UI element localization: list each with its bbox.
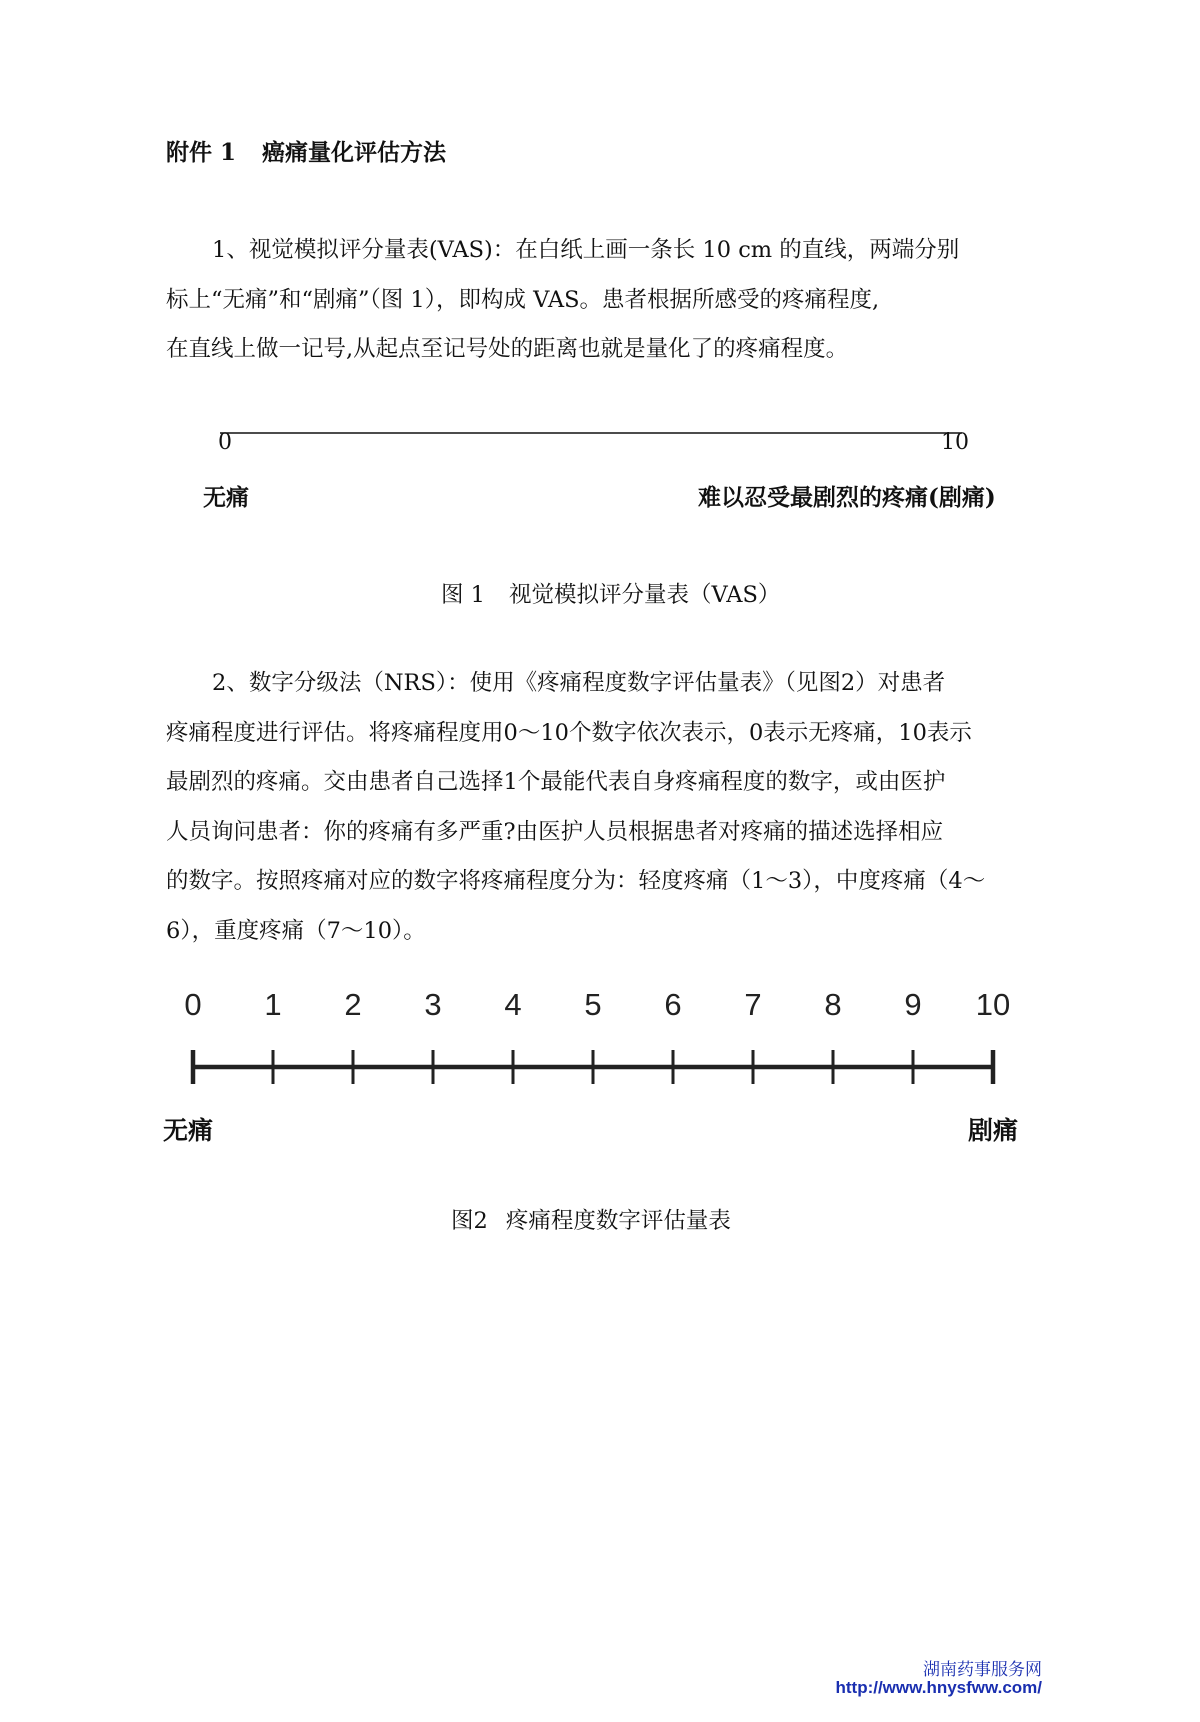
nrs-start-label: 无痛 <box>163 1116 214 1145</box>
nrs-tick-label-10: 10 <box>975 987 1011 1022</box>
heading-title: 癌痛量化评估方法 <box>262 139 447 166</box>
vas-start-label: 无痛 <box>203 484 249 511</box>
footer-url-link[interactable]: http://www.hnysfww.com/ <box>835 1678 1042 1697</box>
nrs-tick-label-3: 3 <box>424 987 442 1022</box>
section-nrs-paragraph <box>166 659 1036 956</box>
nrs-tick-label-8: 8 <box>824 987 842 1022</box>
nrs-tick-label-9: 9 <box>904 987 922 1022</box>
figure2-caption-title: 疼痛程度数字评估量表 <box>505 1208 731 1234</box>
footer-site-name: 湖南药事服务网 <box>923 1660 1042 1680</box>
figure1-caption-label: 图 1 <box>441 582 485 608</box>
paragraph-line: 标上“无痛”和“剧痛”（图 1），即构成 VAS。患者根据所感受的疼痛程度, <box>166 286 880 313</box>
paragraph-line: 人员询问患者：你的疼痛有多严重?由医护人员根据患者对疼痛的描述选择相应 <box>166 818 944 845</box>
nrs-tick-label-0: 0 <box>184 987 202 1022</box>
vas-scale-figure <box>0 0 1200 540</box>
vas-end-value: 10 <box>941 430 969 455</box>
figure1-caption-title: 视觉模拟评分量表（VAS） <box>508 582 781 608</box>
paragraph-line: 在直线上做一记号,从起点至记号处的距离也就是量化了的疼痛程度。 <box>166 336 849 362</box>
figure1-caption <box>441 577 780 609</box>
vas-start-value: 0 <box>218 430 232 455</box>
nrs-tick-label-1: 1 <box>264 987 282 1022</box>
paragraph-line: 的数字。按照疼痛对应的数字将疼痛程度分为：轻度疼痛（1～3），中度疼痛（4～ <box>166 868 986 894</box>
nrs-tick-label-6: 6 <box>664 987 682 1022</box>
nrs-tick-label-7: 7 <box>744 987 762 1022</box>
paragraph-line: 1、视觉模拟评分量表(VAS)：在白纸上画一条长 10 cm 的直线，两端分别 <box>212 237 960 263</box>
nrs-tick-label-5: 5 <box>584 987 602 1022</box>
paragraph-line: 疼痛程度进行评估。将疼痛程度用0～10个数字依次表示，0表示无疼痛，10表示 <box>166 719 972 746</box>
paragraph-line: 6），重度疼痛（7～10）。 <box>166 917 426 944</box>
paragraph-line: 最剧烈的疼痛。交由患者自己选择1个最能代表自身疼痛程度的数字，或由医护 <box>166 769 946 795</box>
figure2-caption-label: 图2 <box>451 1208 488 1234</box>
paragraph-line: 2、数字分级法（NRS）：使用《疼痛程度数字评估量表》（见图2）对患者 <box>212 670 946 696</box>
vas-end-label: 难以忍受最剧烈的疼痛(剧痛) <box>698 484 996 511</box>
nrs-end-label: 剧痛 <box>968 1116 1019 1145</box>
heading-label: 附件 1 <box>166 139 237 166</box>
figure2-caption <box>451 1203 731 1235</box>
nrs-tick-label-4: 4 <box>504 987 522 1022</box>
nrs-tick-label-2: 2 <box>344 987 362 1022</box>
nrs-scale-figure <box>0 980 1200 1100</box>
